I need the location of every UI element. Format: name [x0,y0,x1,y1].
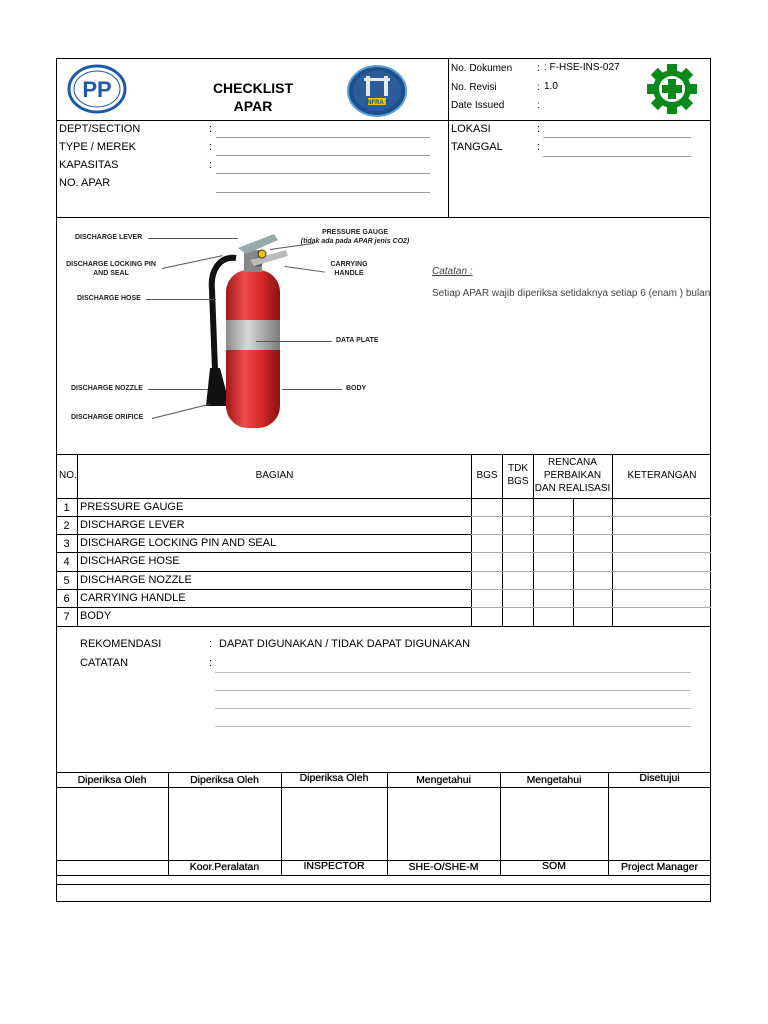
header-no: NO. [59,470,77,481]
header-rencana [533,456,612,495]
header-tdk-bgs [503,462,533,488]
row-no: 6 [63,593,70,605]
row-line [471,571,711,572]
header-keterangan: KETERANGAN [627,470,697,481]
rekomendasi-sep: : [209,638,213,650]
row-line [56,534,471,535]
label-pressure-gauge-note: (tidak ada pada APAR jenis CO2) [300,238,410,245]
table-bottom-line [56,626,711,627]
sign-role: Project Manager [620,861,699,873]
sign-header-line [56,787,711,788]
catatan-bottom-sep: : [209,657,213,669]
sign-role: SHE-O/SHE-M [408,861,479,873]
row-line [471,589,711,590]
sign-col-divider [387,772,388,875]
label-discharge-lever: DISCHARGE LEVER [75,234,143,241]
row-bagian: BODY [80,610,112,622]
header-divider [448,58,449,218]
no-apar-field[interactable] [216,192,430,193]
info-label: LOKASI [451,123,491,135]
doc-meta-label: No. Dokumen [451,63,513,74]
label-pressure-gauge-line1: PRESSURE GAUGE [321,229,389,236]
sign-bottom-line [56,875,711,876]
info-label: TYPE / MEREK [59,141,137,153]
sign-header: Mengetahui [526,774,582,786]
row-no: 3 [63,538,70,550]
row-line [56,571,471,572]
sign-header: Disetujui [639,772,680,784]
row-line [471,516,711,517]
footer-line [56,884,711,885]
label-discharge-orifice: DISCHARGE ORIFICE [71,414,144,421]
sign-col-divider [608,772,609,875]
header-rencana-line3: DAN REALISASI [534,483,611,494]
header-tdk-line2: BGS [507,476,529,487]
label-discharge-nozzle: DISCHARGE NOZZLE [71,385,143,392]
info-sep: : [209,159,213,171]
doc-meta-label: Date Issued [451,100,505,111]
sign-header: Mengetahui [416,774,471,786]
label-carrying-handle-line2: HANDLE [334,270,364,277]
row-no: 1 [63,502,70,514]
row-line [471,534,711,535]
row-line [56,516,471,517]
row-line [56,552,471,553]
header-tdk-line1: TDK [508,463,528,474]
label-data-plate: DATA PLATE [336,337,379,344]
row-line [56,607,471,608]
info-label: KAPASITAS [59,159,119,171]
header-bagian: BAGIAN [255,470,294,481]
pp-logo-text: PP [82,77,112,102]
row-bagian: CARRYING HANDLE [80,592,186,604]
infra-logo [346,64,408,118]
catatan-line-3[interactable] [215,708,691,709]
catatan-line-2[interactable] [215,690,691,691]
row-no: 2 [63,520,70,532]
label-carrying-handle-line1: CARRYING [330,261,368,268]
doc-meta-label: No. Revisi [451,82,497,93]
catatan-bottom-label: CATATAN [80,657,129,669]
label-locking-pin-line1: DISCHARGE LOCKING PIN [66,261,156,268]
row-line [56,589,471,590]
catatan-text: Setiap APAR wajib diperiksa setidaknya setiap 6 (enam ) bulan [432,288,711,299]
row-no: 5 [63,575,70,587]
info-bottom-line [56,217,711,218]
title-line-1: CHECKLIST [212,80,294,96]
info-sep: : [537,141,541,153]
sign-role: Koor.Peralatan [189,861,260,873]
header-rencana-line2: PERBAIKAN [543,470,602,481]
row-bagian: DISCHARGE LOCKING PIN AND SEAL [80,537,277,549]
rekomendasi-value[interactable]: DAPAT DIGUNAKAN / TIDAK DAPAT DIGUNAKAN [219,638,471,650]
sign-header: Diperiksa Oleh [77,774,147,786]
info-sep: : [209,141,213,153]
sign-role: INSPECTOR [303,860,365,872]
sign-header: Diperiksa Oleh [190,774,259,786]
row-bagian: DISCHARGE NOZZLE [80,574,192,586]
infra-logo-text: INFRA 1 [365,100,389,106]
sign-role: SOM [542,860,566,872]
label-locking-pin-line2: AND SEAL [93,270,129,277]
doc-meta-value: : F-HSE-INS-027 [544,62,620,73]
doc-meta-sep: : [537,63,540,74]
row-no: 4 [63,556,70,568]
header-bottom-line [56,120,711,121]
catatan-line-4[interactable] [215,726,691,727]
catatan-line-1[interactable] [215,672,691,673]
info-sep: : [537,123,541,135]
lever-leader [148,238,238,239]
page-title [200,79,306,115]
header-bgs: BGS [476,470,498,481]
catatan-label: Catatan : [432,266,473,277]
info-sep: : [209,123,213,135]
type-merek-field[interactable] [216,155,430,156]
plate-leader [256,341,332,342]
title-line-2: APAR [233,98,273,114]
sign-col-divider [168,772,169,875]
row-line [471,552,711,553]
row-bagian: PRESSURE GAUGE [80,501,184,513]
row-bagian: DISCHARGE LEVER [80,519,185,531]
lokasi-field[interactable] [543,137,691,138]
info-label: DEPT/SECTION [59,123,141,135]
k3-gear-icon [643,63,701,115]
row-line [471,607,711,608]
sign-header: Diperiksa Oleh [299,772,369,784]
doc-meta-value: 1.0 [544,81,558,92]
row-bagian: DISCHARGE HOSE [80,555,180,567]
row-no: 7 [63,611,70,623]
dept-section-field[interactable] [216,137,430,138]
info-label: NO. APAR [59,177,111,189]
header-rencana-line1: RENCANA [548,457,597,468]
info-label: TANGGAL [451,141,503,153]
label-carrying-handle [324,260,374,278]
label-pressure-gauge [290,228,420,246]
nozzle-leader [148,389,208,390]
rekomendasi-label: REKOMENDASI [80,638,162,650]
label-body: BODY [346,385,367,392]
doc-meta-sep: : [537,100,540,111]
hose-leader [146,299,216,300]
label-locking-pin [61,260,161,278]
body-leader [282,389,342,390]
label-discharge-hose: DISCHARGE HOSE [77,295,141,302]
kapasitas-field[interactable] [216,173,430,174]
tanggal-field[interactable] [543,156,691,157]
doc-meta-sep: : [537,82,540,93]
pp-logo [66,63,128,115]
